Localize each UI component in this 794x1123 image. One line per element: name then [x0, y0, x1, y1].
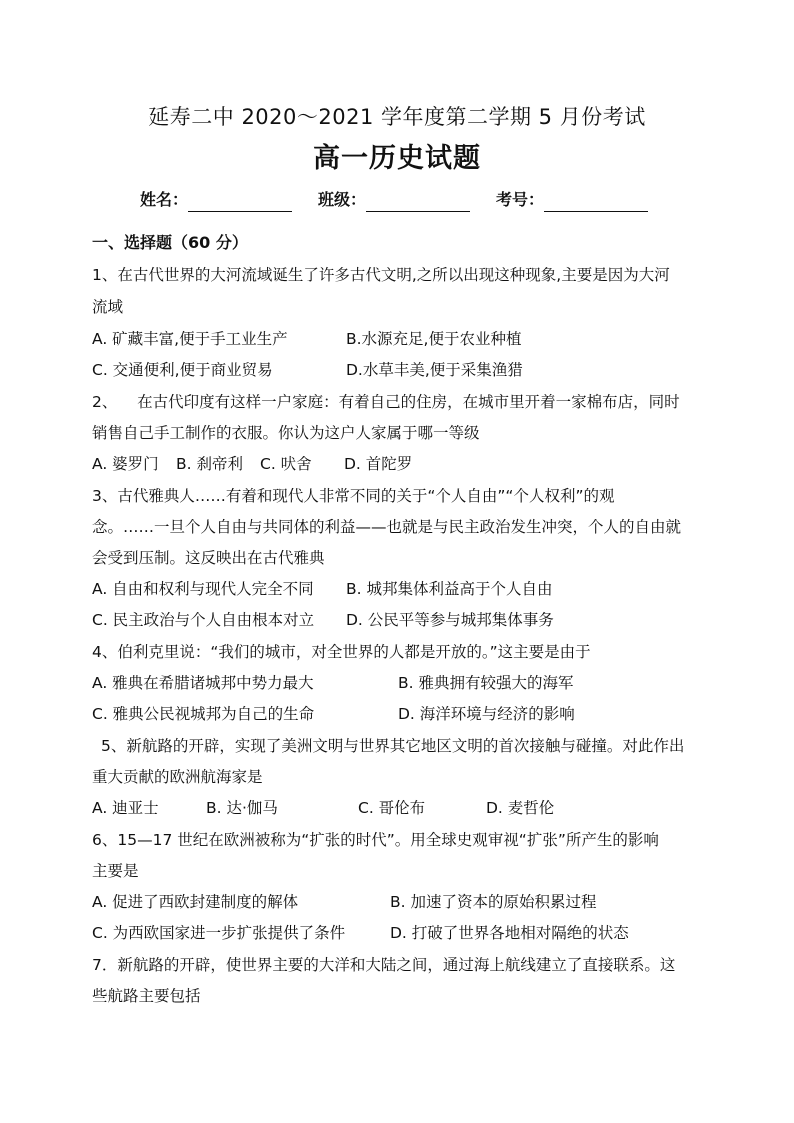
school-exam-title: 延寿二中 2020～2021 学年度第二学期 5 月份考试	[148, 105, 646, 129]
exam-number-field-group	[496, 188, 648, 212]
name-label: 姓名：	[140, 190, 189, 209]
question-3-option-b: B. 城邦集体利益高于个人自由	[346, 580, 553, 598]
class-label: 班级：	[318, 190, 367, 209]
exam-number-blank-line	[544, 193, 648, 212]
question-5-option-a: A. 迪亚士	[92, 799, 159, 817]
question-1-option-d: D.水草丰美,便于采集渔猎	[346, 361, 523, 379]
class-field-group	[318, 188, 470, 212]
question-1-option-b: B.水源充足,便于农业种植	[346, 330, 522, 348]
name-blank-line	[188, 193, 292, 212]
question-5-option-c: C. 哥伦布	[358, 799, 426, 817]
question-2-option-a: A. 婆罗门	[92, 455, 159, 473]
question-3-option-a: A. 自由和权利与现代人完全不同	[92, 580, 314, 598]
question-2-stem-line-2: 销售自己手工制作的衣服。你认为这户人家属于哪一等级	[92, 424, 480, 442]
question-7-stem-line-2: 些航路主要包括	[92, 987, 201, 1005]
question-5-option-b: B. 达·伽马	[206, 799, 278, 817]
question-2-option-c: C. 吠舍	[260, 455, 312, 473]
question-4-option-c: C. 雅典公民视城邦为自己的生命	[92, 705, 315, 723]
exam-number-label: 考号：	[496, 190, 545, 209]
question-2-option-b: B. 刹帝利	[176, 455, 243, 473]
question-6-stem-line-2: 主要是	[92, 862, 139, 880]
question-6-option-b: B. 加速了资本的原始积累过程	[390, 893, 597, 911]
exam-subject-title: 高一历史试题	[313, 143, 481, 174]
question-3-stem-line-3: 会受到压制。这反映出在古代雅典	[92, 549, 325, 567]
question-5-stem-line-2: 重大贡献的欧洲航海家是	[92, 768, 263, 786]
question-5-stem-line-1: 5、新航路的开辟，实现了美洲文明与世界其它地区文明的首次接触与碰撞。对此作出	[101, 737, 685, 755]
question-7-stem-line-1: 7．新航路的开辟，使世界主要的大洋和大陆之间，通过海上航线建立了直接联系。这	[92, 956, 676, 974]
question-3-option-c: C. 民主政治与个人自由根本对立	[92, 611, 315, 629]
question-2-option-d: D. 首陀罗	[344, 455, 413, 473]
question-3-stem-line-2: 念。……一旦个人自由与共同体的利益——也就是与民主政治发生冲突，个人的自由就	[92, 518, 682, 536]
question-3-stem-line-1: 3、古代雅典人……有着和现代人非常不同的关于“个人自由”“个人权利”的观	[92, 487, 615, 505]
question-6-stem-line-1: 6、15—17 世纪在欧洲被称为“扩张的时代”。用全球史观审视“扩张”所产生的影响	[92, 831, 659, 849]
question-4-option-a: A. 雅典在希腊诸城邦中势力最大	[92, 674, 314, 692]
question-6-option-a: A. 促进了西欧封建制度的解体	[92, 893, 299, 911]
question-1-stem-line-2: 流域	[92, 298, 124, 316]
question-6-option-d: D. 打破了世界各地相对隔绝的状态	[390, 924, 629, 942]
question-6-option-c: C. 为西欧国家进一步扩张提供了条件	[92, 924, 346, 942]
question-4-stem-line-1: 4、伯利克里说：“我们的城市，对全世界的人都是开放的。”这主要是由于	[92, 643, 591, 661]
name-field-group	[140, 188, 292, 212]
question-5-option-d: D. 麦哲伦	[486, 799, 555, 817]
question-1-option-a: A. 矿藏丰富,便于手工业生产	[92, 330, 288, 348]
question-4-option-d: D. 海洋环境与经济的影响	[398, 705, 575, 723]
question-1-stem-line-1: 1、在古代世界的大河流域诞生了许多古代文明,之所以出现这种现象,主要是因为大河	[92, 266, 670, 284]
question-4-option-b: B. 雅典拥有较强大的海军	[398, 674, 574, 692]
question-2-stem-line-1: 2、 在古代印度有这样一户家庭：有着自己的住房，在城市里开着一家棉布店，同时	[92, 393, 680, 411]
question-3-option-d: D. 公民平等参与城邦集体事务	[346, 611, 554, 629]
question-1-option-c: C. 交通便利,便于商业贸易	[92, 361, 273, 379]
section-title: 一、选择题（60 分）	[92, 233, 248, 252]
class-blank-line	[366, 193, 470, 212]
